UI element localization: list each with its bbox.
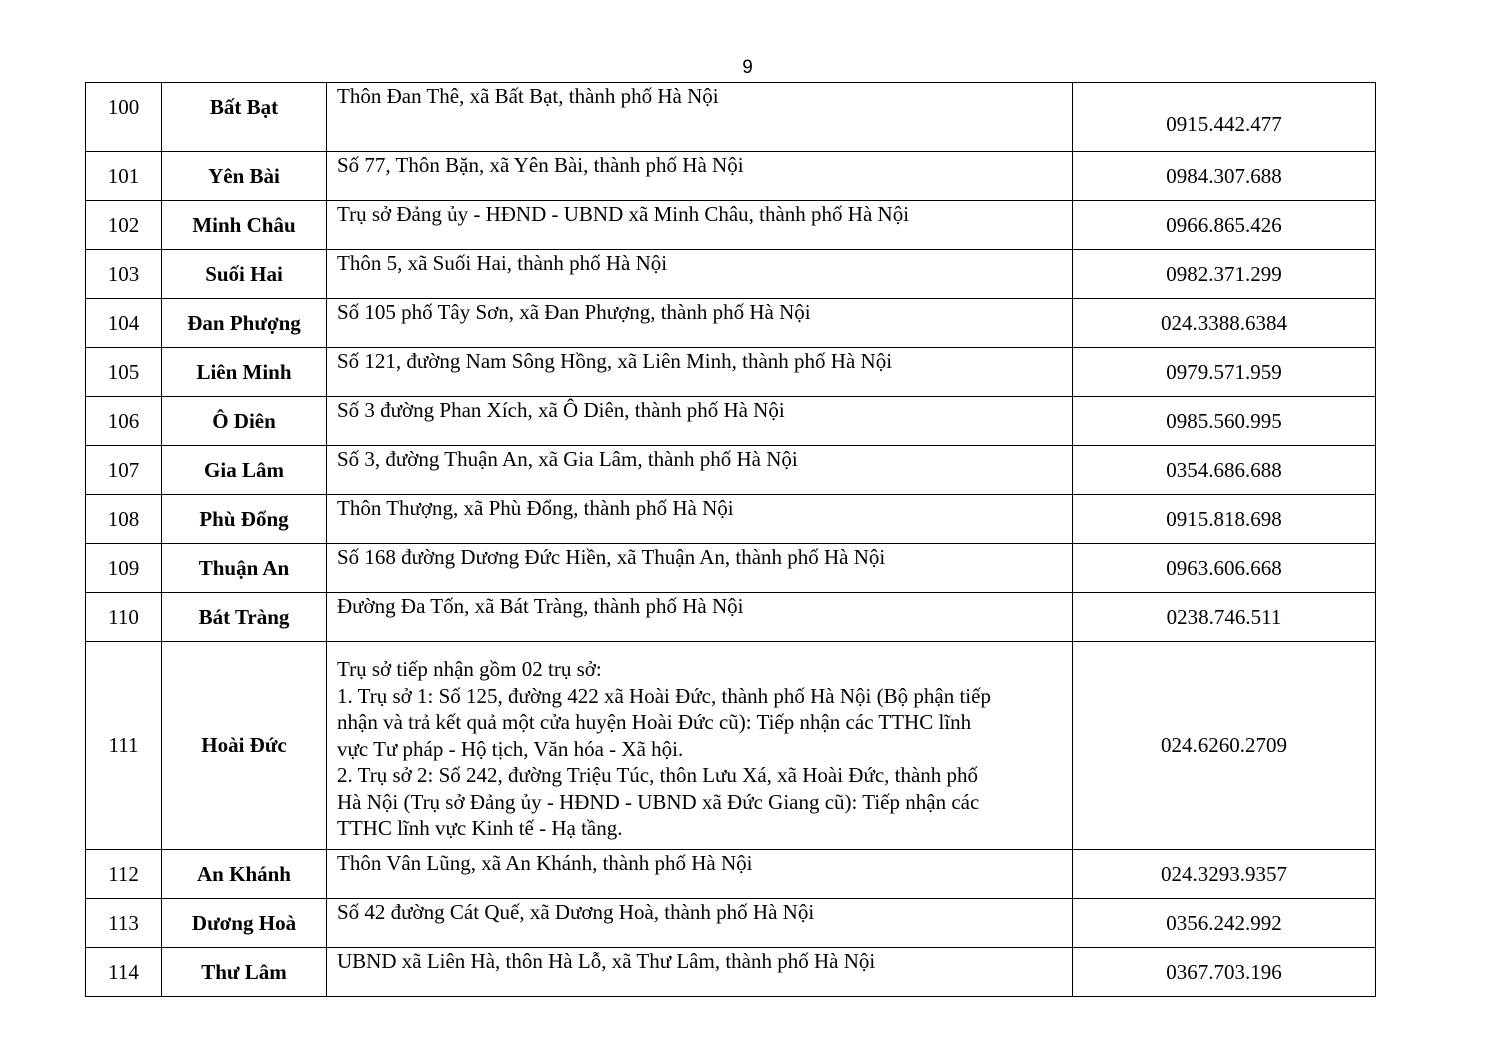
- phone-number: 0966.865.426: [1073, 201, 1376, 250]
- office-address: [327, 850, 1073, 899]
- office-address: [327, 899, 1073, 948]
- office-address: [327, 152, 1073, 201]
- table-row: [86, 495, 1376, 544]
- address-line: Số 3 đường Phan Xích, xã Ô Diên, thành phố Hà Nội: [337, 398, 785, 422]
- commune-name: Đan Phượng: [162, 299, 327, 348]
- office-address: [327, 948, 1073, 997]
- office-address: [327, 544, 1073, 593]
- address-line: Số 42 đường Cát Quế, xã Dương Hoà, thành phố Hà Nội: [337, 900, 815, 924]
- phone-number: 024.3388.6384: [1073, 299, 1376, 348]
- office-address: [327, 83, 1073, 152]
- commune-name: Phù Đổng: [162, 495, 327, 544]
- phone-number: 0963.606.668: [1073, 544, 1376, 593]
- office-address: [327, 397, 1073, 446]
- address-line: 1. Trụ sở 1: Số 125, đường 422 xã Hoài Đức, thành phố Hà Nội (Bộ phận tiếp: [337, 683, 991, 708]
- address-line: UBND xã Liên Hà, thôn Hà Lỗ, xã Thư Lâm, thành phố Hà Nội: [337, 949, 876, 973]
- phone-number: 0915.818.698: [1073, 495, 1376, 544]
- commune-name: Thư Lâm: [162, 948, 327, 997]
- address-line: Thôn Đan Thê, xã Bất Bạt, thành phố Hà Nội: [337, 84, 719, 108]
- phone-number: 0356.242.992: [1073, 899, 1376, 948]
- commune-name: An Khánh: [162, 850, 327, 899]
- address-line: 2. Trụ sở 2: Số 242, đường Triệu Túc, thôn Lưu Xá, xã Hoài Đức, thành phố: [337, 763, 979, 787]
- office-address: [327, 201, 1073, 250]
- commune-name: Bất Bạt: [162, 83, 327, 152]
- commune-name: Thuận An: [162, 544, 327, 593]
- commune-name: Gia Lâm: [162, 446, 327, 495]
- row-number: 105: [86, 348, 162, 397]
- table-row: [86, 397, 1376, 446]
- table-row: [86, 593, 1376, 642]
- phone-number: 024.6260.2709: [1073, 642, 1376, 850]
- row-number: 110: [86, 593, 162, 642]
- phone-number: 0984.307.688: [1073, 152, 1376, 201]
- table-row: [86, 299, 1376, 348]
- table-row: [86, 83, 1376, 152]
- row-number: 100: [86, 83, 162, 152]
- table-body: [86, 83, 1376, 997]
- table-row: [86, 446, 1376, 495]
- table-row: [86, 348, 1376, 397]
- address-line: Số 168 đường Dương Đức Hiền, xã Thuận An, thành phố Hà Nội: [337, 545, 886, 569]
- commune-name: Yên Bài: [162, 152, 327, 201]
- address-line: TTHC lĩnh vực Kinh tế - Hạ tầng.: [337, 816, 623, 840]
- row-number: 103: [86, 250, 162, 299]
- address-line: Số 77, Thôn Bặn, xã Yên Bài, thành phố Hà Nội: [337, 153, 744, 177]
- address-line: Số 105 phố Tây Sơn, xã Đan Phượng, thành phố Hà Nội: [337, 300, 811, 324]
- row-number: 106: [86, 397, 162, 446]
- commune-name: Bát Tràng: [162, 593, 327, 642]
- row-number: 111: [86, 642, 162, 850]
- table-row: [86, 642, 1376, 850]
- row-number: 113: [86, 899, 162, 948]
- table-row: [86, 250, 1376, 299]
- table-row: [86, 948, 1376, 997]
- address-line: Thôn Vân Lũng, xã An Khánh, thành phố Hà Nội: [337, 851, 753, 875]
- row-number: 114: [86, 948, 162, 997]
- commune-name: Ô Diên: [162, 397, 327, 446]
- phone-number: 0985.560.995: [1073, 397, 1376, 446]
- address-line: vực Tư pháp - Hộ tịch, Văn hóa - Xã hội.: [337, 736, 684, 761]
- row-number: 102: [86, 201, 162, 250]
- commune-name: Suối Hai: [162, 250, 327, 299]
- address-line: Thôn 5, xã Suối Hai, thành phố Hà Nội: [337, 251, 668, 275]
- phone-number: 0367.703.196: [1073, 948, 1376, 997]
- commune-name: Hoài Đức: [162, 642, 327, 850]
- address-line: Đường Đa Tốn, xã Bát Tràng, thành phố Hà Nội: [337, 594, 744, 618]
- office-address: [327, 642, 1073, 850]
- office-address: [327, 495, 1073, 544]
- office-address: [327, 250, 1073, 299]
- address-line: Số 121, đường Nam Sông Hồng, xã Liên Minh, thành phố Hà Nội: [337, 349, 893, 373]
- address-line: Số 3, đường Thuận An, xã Gia Lâm, thành phố Hà Nội: [337, 447, 798, 471]
- office-address: [327, 593, 1073, 642]
- address-line: nhận và trả kết quả một cửa huyện Hoài Đức cũ): Tiếp nhận các TTHC lĩnh: [337, 710, 972, 734]
- office-address: [327, 348, 1073, 397]
- address-line: Thôn Thượng, xã Phù Đổng, thành phố Hà Nội: [337, 496, 734, 520]
- table-row: [86, 201, 1376, 250]
- phone-number: 0982.371.299: [1073, 250, 1376, 299]
- table-row: [86, 850, 1376, 899]
- row-number: 101: [86, 152, 162, 201]
- phone-number: 0915.442.477: [1073, 83, 1376, 152]
- commune-name: Dương Hoà: [162, 899, 327, 948]
- office-address: [327, 299, 1073, 348]
- address-line: Hà Nội (Trụ sở Đảng ủy - HĐND - UBND xã Đức Giang cũ): Tiếp nhận các: [337, 789, 980, 814]
- phone-number: 024.3293.9357: [1073, 850, 1376, 899]
- phone-number: 0238.746.511: [1073, 593, 1376, 642]
- commune-name: Minh Châu: [162, 201, 327, 250]
- table-row: [86, 899, 1376, 948]
- commune-directory-table: [85, 82, 1376, 997]
- row-number: 112: [86, 850, 162, 899]
- commune-name: Liên Minh: [162, 348, 327, 397]
- phone-number: 0354.686.688: [1073, 446, 1376, 495]
- page-number: 9: [742, 57, 753, 78]
- phone-number: 0979.571.959: [1073, 348, 1376, 397]
- row-number: 108: [86, 495, 162, 544]
- table-row: [86, 152, 1376, 201]
- row-number: 107: [86, 446, 162, 495]
- table-row: [86, 544, 1376, 593]
- row-number: 104: [86, 299, 162, 348]
- address-line: Trụ sở tiếp nhận gồm 02 trụ sở:: [337, 657, 602, 681]
- address-line: Trụ sở Đảng ủy - HĐND - UBND xã Minh Châu, thành phố Hà Nội: [337, 202, 910, 226]
- row-number: 109: [86, 544, 162, 593]
- office-address: [327, 446, 1073, 495]
